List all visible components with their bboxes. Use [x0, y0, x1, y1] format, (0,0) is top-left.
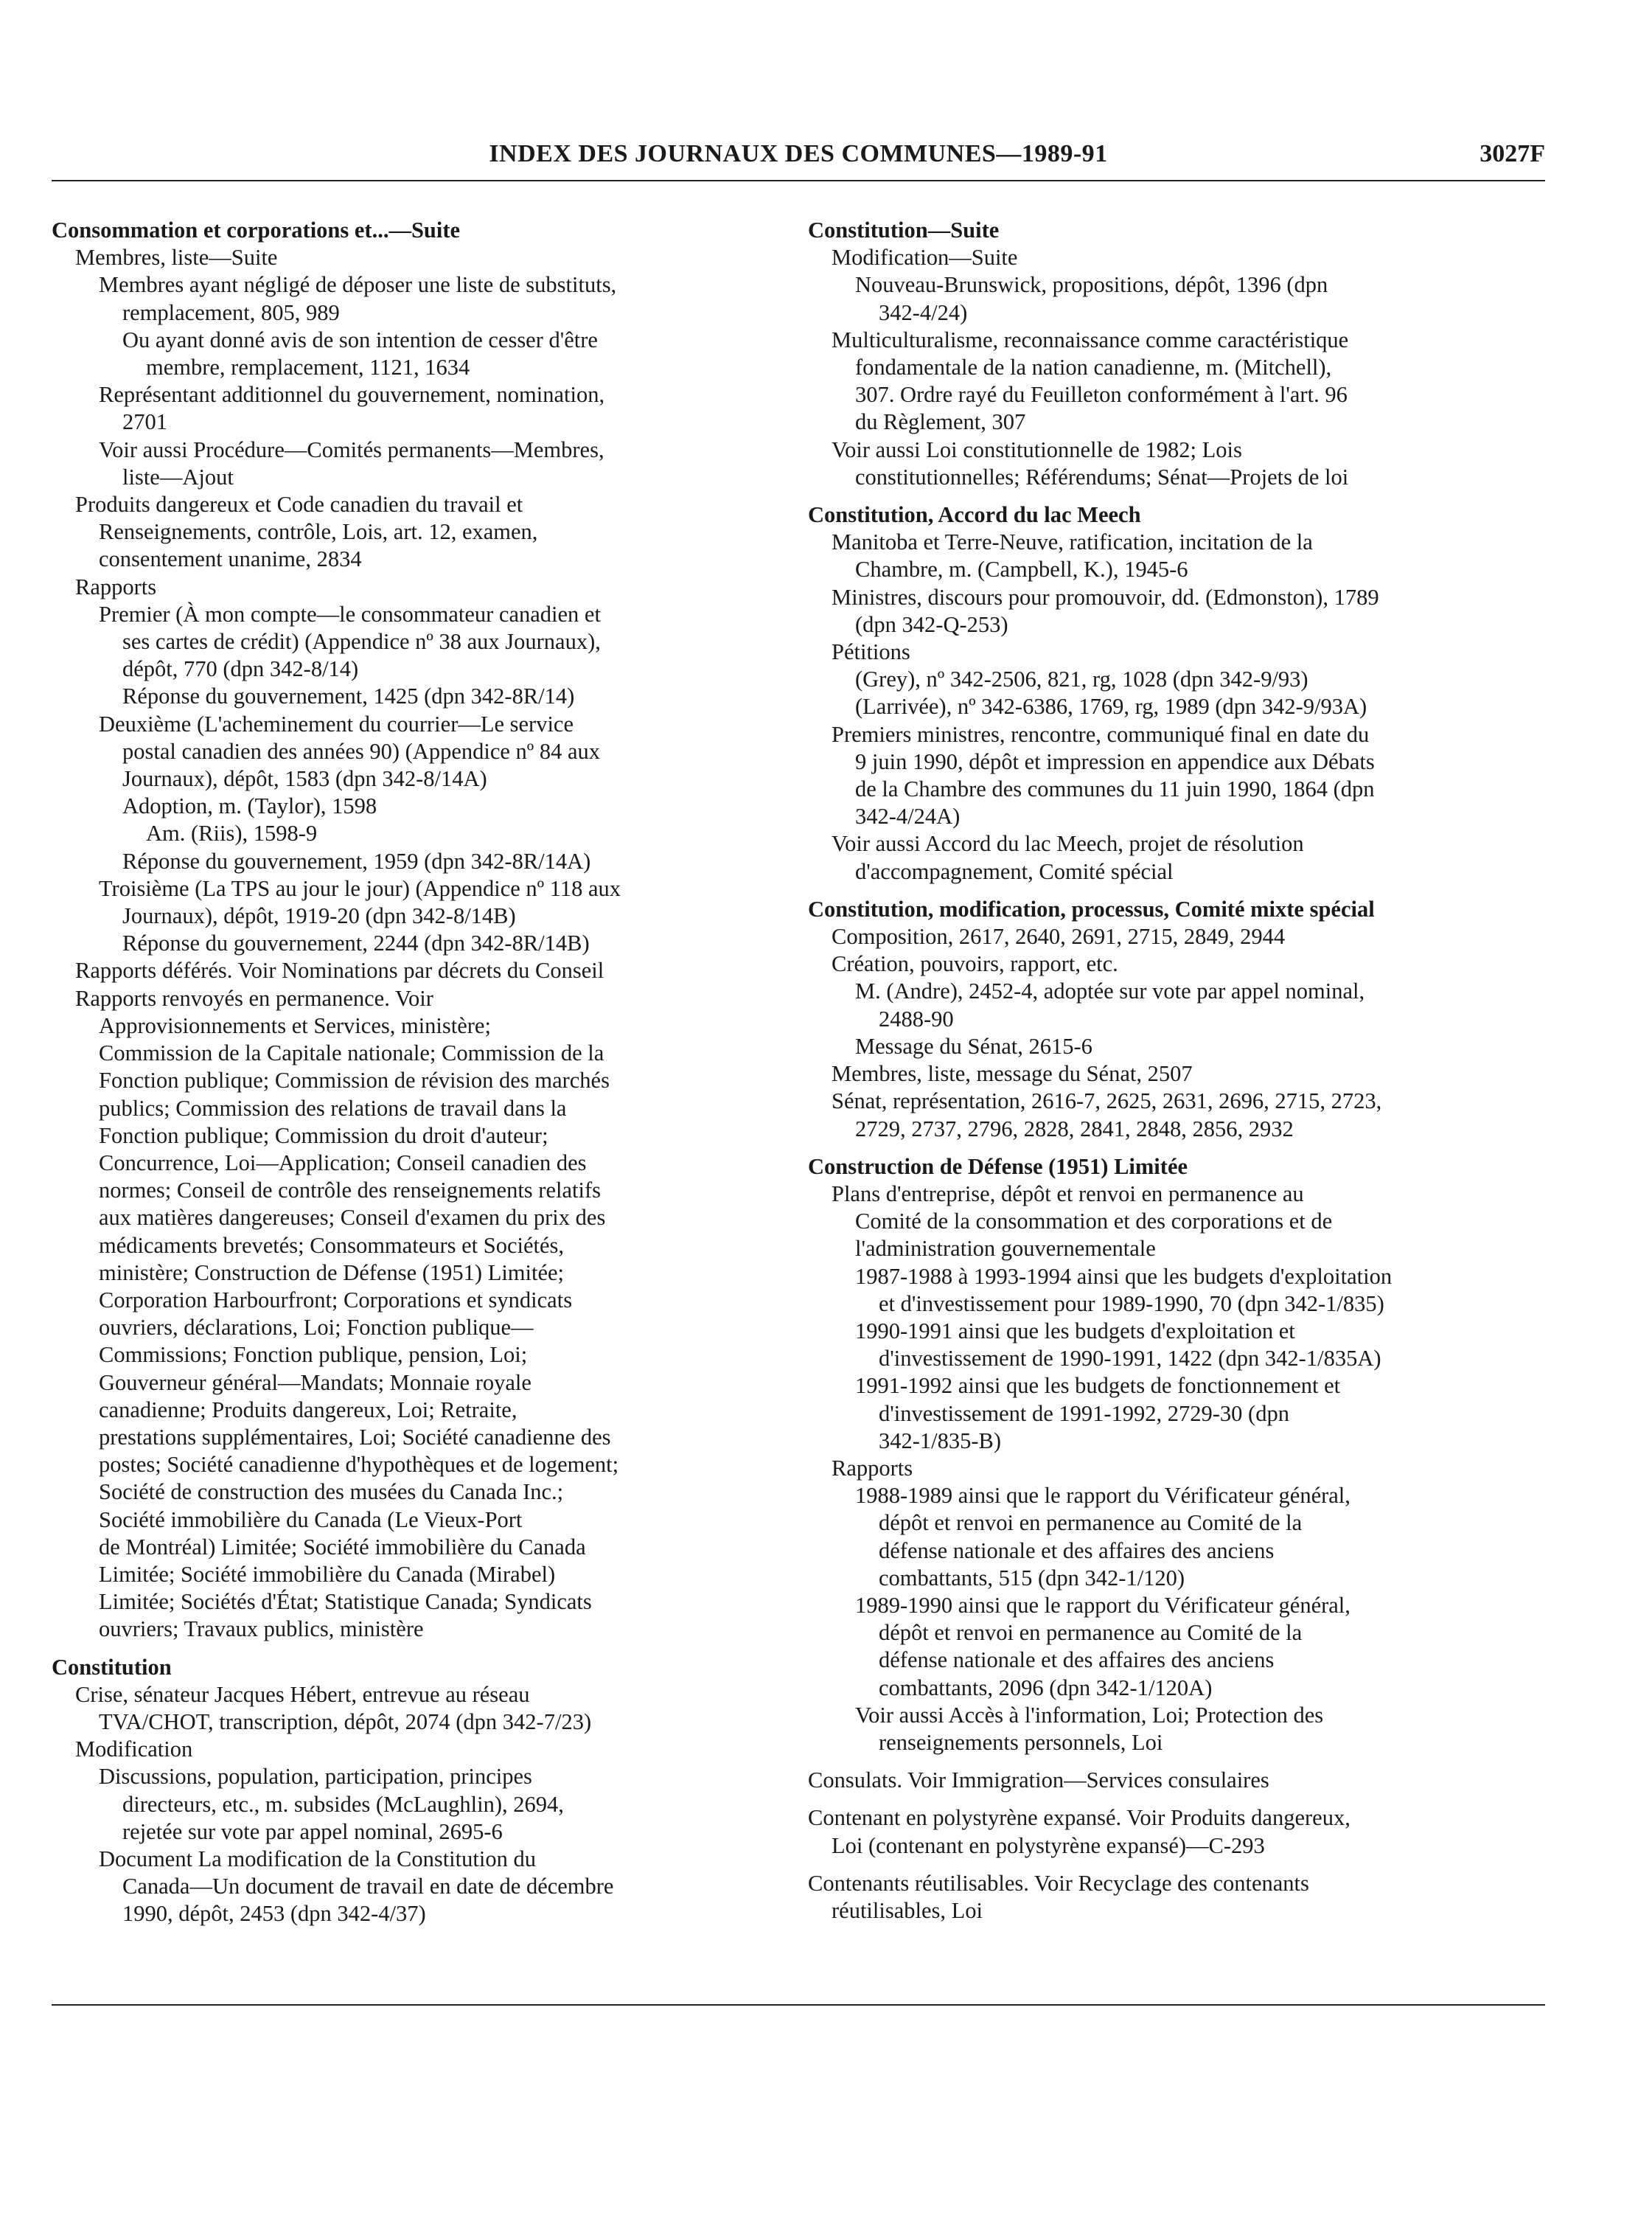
index-entry: postes; Société canadienne d'hypothèques et de logement;: [99, 1452, 619, 1478]
index-entry: membre, remplacement, 1121, 1634: [146, 355, 470, 380]
entry-gap: [808, 1756, 1545, 1767]
index-entry: combattants, 2096 (dpn 342-1/120A): [879, 1675, 1213, 1700]
index-entry: Loi (contenant en polystyrène expansé)—C-293: [832, 1832, 1265, 1858]
index-entry: rejetée sur vote par appel nominal, 2695-6: [122, 1818, 503, 1844]
page-number: 3027F: [1480, 140, 1545, 167]
index-entry: d'investissement de 1990-1991, 1422 (dpn 342-1/835A): [879, 1346, 1381, 1371]
index-entry: Ou ayant donné avis de son intention de cesser d'être: [122, 327, 598, 352]
index-entry: Document La modification de la Constitution du: [99, 1846, 536, 1871]
right-column: [808, 217, 1545, 1925]
index-entry: TVA/CHOT, transcription, dépôt, 2074 (dpn 342-7/23): [99, 1708, 592, 1734]
index-entry: Approvisionnements et Services, ministère;: [99, 1012, 491, 1038]
index-entry: Fonction publique; Commission du droit d'auteur;: [99, 1122, 548, 1148]
index-entry: Concurrence, Loi—Application; Conseil canadien des: [99, 1150, 587, 1175]
index-entry: Commissions; Fonction publique, pension, Loi;: [99, 1342, 528, 1368]
index-entry: Discussions, population, participation, principes: [99, 1764, 532, 1790]
index-entry: Fonction publique; Commission de révision des marchés: [99, 1068, 610, 1094]
index-entry: Commission de la Capitale nationale; Commission de la: [99, 1040, 604, 1066]
index-entry: Multiculturalisme, reconnaissance comme caractéristique: [832, 327, 1349, 352]
index-entry: Modification: [75, 1736, 193, 1762]
index-entry: directeurs, etc., m. subsides (McLaughlin), 2694,: [122, 1791, 564, 1817]
entry-gap: [808, 1860, 1545, 1870]
index-entry: Réponse du gouvernement, 1425 (dpn 342-8R/14): [122, 684, 575, 709]
index-entry: canadienne; Produits dangereux, Loi; Retraite,: [99, 1397, 517, 1422]
index-entry: (dpn 342-Q-253): [855, 611, 1008, 637]
index-entry: Contenant en polystyrène expansé. Voir Produits dangereux,: [808, 1805, 1350, 1831]
index-entry: Limitée; Sociétés d'État; Statistique Canada; Syndicats: [99, 1589, 592, 1615]
index-entry: publics; Commission des relations de travail dans la: [99, 1095, 567, 1121]
index-entry: normes; Conseil de contrôle des renseignements relatifs: [99, 1178, 601, 1203]
index-entry: 2701: [122, 409, 167, 435]
index-entry: Consulats. Voir Immigration—Services consulaires: [808, 1767, 1269, 1793]
index-entry: Nouveau-Brunswick, propositions, dépôt, 1396 (dpn: [855, 272, 1328, 298]
index-entry: ses cartes de crédit) (Appendice nº 38 aux Journaux),: [122, 629, 601, 655]
index-entry: Réponse du gouvernement, 2244 (dpn 342-8R/14B): [122, 931, 590, 956]
index-entry: Représentant additionnel du gouvernement, nomination,: [99, 382, 605, 408]
index-entry: Message du Sénat, 2615-6: [855, 1033, 1092, 1059]
index-entry: Limitée; Société immobilière du Canada (Mirabel): [99, 1561, 556, 1587]
index-entry: Comité de la consommation et des corporations et de: [855, 1209, 1333, 1234]
index-entry: 1987-1988 à 1993-1994 ainsi que les budgets d'exploitation: [855, 1263, 1393, 1289]
entry-gap: [808, 1143, 1545, 1153]
index-entry: réutilisables, Loi: [832, 1897, 983, 1923]
index-heading: Constitution: [52, 1654, 172, 1680]
entry-gap: [808, 886, 1545, 896]
index-entry: Renseignements, contrôle, Lois, art. 12, examen,: [99, 519, 538, 545]
index-entry: liste—Ajout: [122, 464, 234, 490]
index-entry: Troisième (La TPS au jour le jour) (Appendice nº 118 aux: [99, 875, 621, 901]
index-heading: Constitution, modification, processus, Comité mixte spécial: [808, 896, 1375, 922]
index-entry: l'administration gouvernementale: [855, 1236, 1156, 1262]
index-entry: médicaments brevetés; Consommateurs et Sociétés,: [99, 1232, 565, 1258]
index-entry: Canada—Un document de travail en date de décembre: [122, 1874, 614, 1899]
index-entry: ouvriers, déclarations, Loi; Fonction publique—: [99, 1315, 534, 1341]
index-entry: Corporation Harbourfront; Corporations et syndicats: [99, 1287, 573, 1313]
index-entry: défense nationale et des affaires des anciens: [879, 1537, 1275, 1563]
index-entry: Gouverneur général—Mandats; Monnaie royale: [99, 1369, 532, 1395]
index-entry: Membres, liste, message du Sénat, 2507: [832, 1061, 1193, 1087]
index-entry: Rapports: [75, 574, 157, 599]
index-entry: Premiers ministres, rencontre, communiqué final en date du: [832, 721, 1370, 747]
index-heading: Constitution—Suite: [808, 218, 1000, 243]
index-entry: Manitoba et Terre-Neuve, ratification, incitation de la: [832, 529, 1313, 555]
index-entry: consentement unanime, 2834: [99, 546, 362, 572]
running-title: INDEX DES JOURNAUX DES COMMUNES—1989-91: [489, 140, 1108, 167]
index-entry: Sénat, représentation, 2616-7, 2625, 2631, 2696, 2715, 2723,: [832, 1088, 1382, 1114]
index-heading: Construction de Défense (1951) Limitée: [808, 1153, 1188, 1179]
index-entry: 1989-1990 ainsi que le rapport du Vérificateur général,: [855, 1592, 1350, 1618]
entry-gap: [808, 1794, 1545, 1804]
index-entry: Produits dangereux et Code canadien du travail et: [75, 492, 523, 518]
index-entry: dépôt et renvoi en permanence au Comité de la: [879, 1510, 1303, 1536]
index-entry: renseignements personnels, Loi: [879, 1729, 1163, 1755]
index-entry: fondamentale de la nation canadienne, m. (Mitchell),: [855, 355, 1332, 380]
index-entry: 2488-90: [879, 1006, 954, 1032]
entry-gap: [52, 1644, 759, 1654]
index-entry: dépôt et renvoi en permanence au Comité de la: [879, 1620, 1303, 1646]
page-header: [52, 140, 1545, 177]
index-entry: ouvriers; Travaux publics, ministère: [99, 1616, 424, 1642]
index-entry: Adoption, m. (Taylor), 1598: [122, 793, 377, 819]
index-entry: ministère; Construction de Défense (1951) Limitée;: [99, 1259, 565, 1285]
index-entry: Am. (Riis), 1598-9: [146, 821, 318, 846]
index-entry: 342-4/24A): [855, 804, 961, 830]
index-entry: 342-1/835-B): [879, 1428, 1002, 1453]
index-entry: 307. Ordre rayé du Feuilleton conformément à l'art. 96: [855, 382, 1348, 408]
index-entry: 1990, dépôt, 2453 (dpn 342-4/37): [122, 1901, 426, 1927]
index-entry: Réponse du gouvernement, 1959 (dpn 342-8R/14A): [122, 848, 591, 874]
index-entry: combattants, 515 (dpn 342-1/120): [879, 1565, 1185, 1590]
index-entry: Crise, sénateur Jacques Hébert, entrevue au réseau: [75, 1681, 530, 1707]
index-entry: Journaux), dépôt, 1919-20 (dpn 342-8/14B): [122, 903, 516, 929]
index-entry: 9 juin 1990, dépôt et impression en appendice aux Débats: [855, 748, 1375, 774]
index-entry: Création, pouvoirs, rapport, etc.: [832, 951, 1118, 977]
index-entry: prestations supplémentaires, Loi; Société canadienne des: [99, 1424, 611, 1450]
index-entry: Société de construction des musées du Canada Inc.;: [99, 1479, 564, 1505]
entry-gap: [808, 491, 1545, 501]
index-entry: (Grey), nº 342-2506, 821, rg, 1028 (dpn 342-9/93): [855, 667, 1308, 692]
index-entry: 1991-1992 ainsi que les budgets de fonctionnement et: [855, 1373, 1341, 1399]
index-entry: Pétitions: [832, 639, 910, 665]
index-entry: 1990-1991 ainsi que les budgets d'exploitation et: [855, 1318, 1295, 1343]
index-entry: Chambre, m. (Campbell, K.), 1945-6: [855, 557, 1188, 583]
index-entry: Contenants réutilisables. Voir Recyclage des contenants: [808, 1870, 1309, 1896]
index-entry: Voir aussi Accord du lac Meech, projet de résolution: [832, 831, 1304, 857]
index-entry: Composition, 2617, 2640, 2691, 2715, 2849, 2944: [832, 924, 1286, 950]
index-entry: et d'investissement pour 1989-1990, 70 (dpn 342-1/835): [879, 1290, 1384, 1316]
index-entry: Membres, liste—Suite: [75, 245, 278, 271]
index-entry: Voir aussi Procédure—Comités permanents—Membres,: [99, 437, 604, 462]
index-entry: remplacement, 805, 989: [122, 299, 340, 325]
index-entry: Plans d'entreprise, dépôt et renvoi en permanence au: [832, 1181, 1304, 1206]
index-entry: Modification—Suite: [832, 245, 1018, 271]
index-entry: (Larrivée), nº 342-6386, 1769, rg, 1989 (dpn 342-9/93A): [855, 694, 1367, 720]
index-heading: Constitution, Accord du lac Meech: [808, 502, 1141, 528]
index-entry: du Règlement, 307: [855, 409, 1026, 435]
index-entry: Voir aussi Accès à l'information, Loi; Protection des: [855, 1702, 1324, 1728]
index-entry: 342-4/24): [879, 299, 968, 325]
index-entry: d'investissement de 1991-1992, 2729-30 (dpn: [879, 1400, 1289, 1426]
index-entry: Voir aussi Loi constitutionnelle de 1982; Lois: [832, 437, 1242, 462]
footer-rule: [52, 2004, 1545, 2006]
left-column: [52, 217, 759, 1928]
index-entry: Journaux), dépôt, 1583 (dpn 342-8/14A): [122, 766, 487, 792]
index-heading: Consommation et corporations et...—Suite: [52, 218, 461, 243]
index-entry: Rapports renvoyés en permanence. Voir: [75, 985, 433, 1011]
index-entry: 1988-1989 ainsi que le rapport du Vérificateur général,: [855, 1483, 1350, 1509]
header-rule: [52, 180, 1545, 181]
index-entry: Premier (À mon compte—le consommateur canadien et: [99, 601, 601, 627]
index-entry: Société immobilière du Canada (Le Vieux-Port: [99, 1506, 523, 1532]
index-entry: défense nationale et des affaires des anciens: [879, 1647, 1275, 1673]
index-entry: postal canadien des années 90) (Appendice nº 84 aux: [122, 738, 601, 764]
index-entry: 2729, 2737, 2796, 2828, 2841, 2848, 2856, 2932: [855, 1116, 1294, 1141]
index-entry: Deuxième (L'acheminement du courrier—Le service: [99, 711, 574, 737]
index-entry: aux matières dangereuses; Conseil d'examen du prix des: [99, 1205, 606, 1231]
index-entry: d'accompagnement, Comité spécial: [855, 858, 1174, 884]
index-entry: Rapports: [832, 1455, 913, 1481]
index-entry: constitutionnelles; Référendums; Sénat—Projets de loi: [855, 464, 1349, 490]
index-entry: Rapports déférés. Voir Nominations par décrets du Conseil: [75, 958, 604, 984]
index-entry: Ministres, discours pour promouvoir, dd. (Edmonston), 1789: [832, 584, 1379, 610]
index-entry: de Montréal) Limitée; Société immobilière du Canada: [99, 1534, 586, 1560]
index-entry: dépôt, 770 (dpn 342-8/14): [122, 656, 359, 682]
index-entry: M. (Andre), 2452-4, adoptée sur vote par appel nominal,: [855, 978, 1365, 1004]
index-entry: de la Chambre des communes du 11 juin 1990, 1864 (dpn: [855, 776, 1375, 802]
index-entry: Membres ayant négligé de déposer une liste de substituts,: [99, 272, 617, 298]
